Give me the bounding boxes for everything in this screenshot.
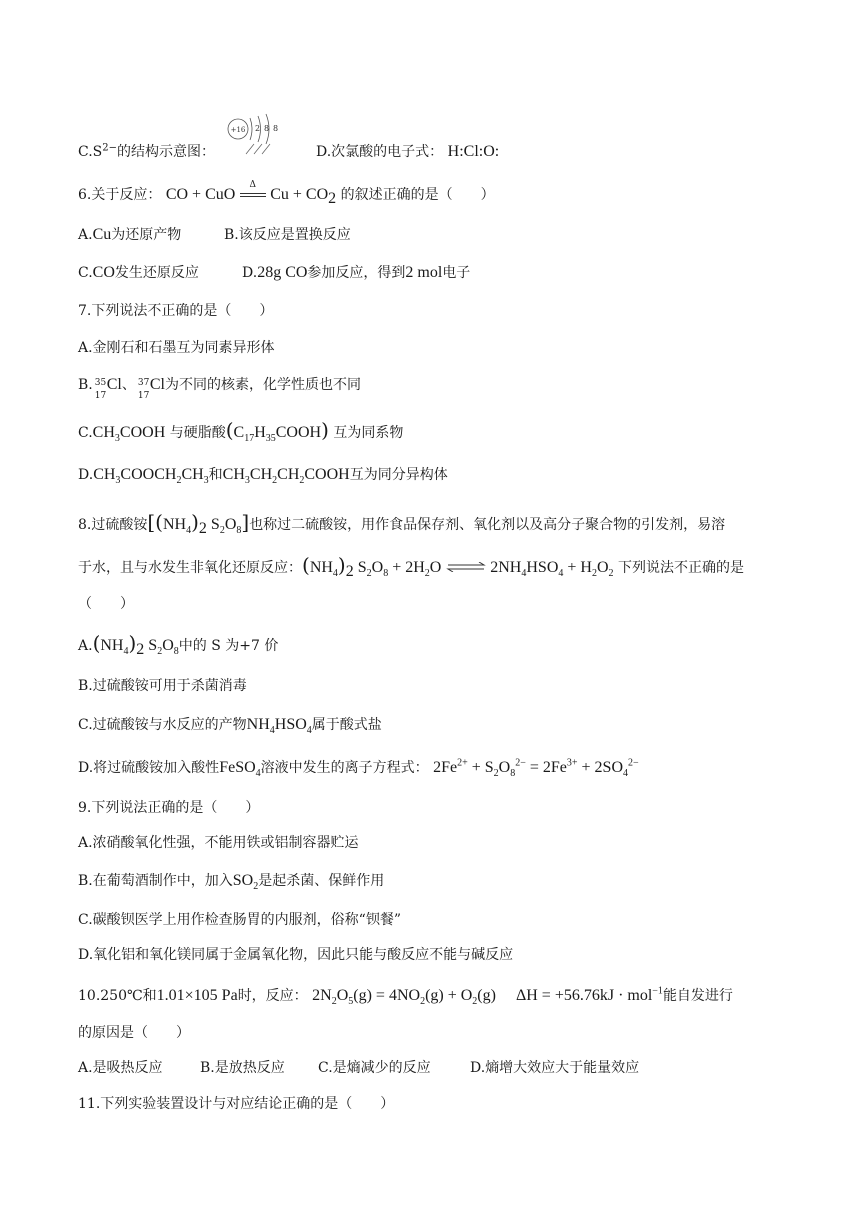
q8-stem-line-1: 8.过硫酸铵[$(NH_4)_2$ $S_2O_8$]也称过二硫酸铵，用作食品保存剂、氧化剂以及高分子聚合物的引发剂，易溶 — [78, 510, 726, 537]
q11-stem: 11.下列实验装置设计与对应结论正确的是（ ） — [78, 1096, 395, 1112]
q7-option-b: B. 35 17 Cl、 37 17 Cl为不同的核素，化学性质也不同 — [78, 376, 361, 401]
q7-option-d: $D.CH_3COOCH_2CH_3$和$CH_3CH_2CH_2COOH$互为同分异构体 — [78, 466, 448, 487]
q6-stem: 6.关于反应： CO + CuO Δ $Cu + CO_2$ 的叙述正确的是（ ） — [78, 185, 495, 205]
shell-3-count: 8 — [273, 124, 279, 133]
q10-stem: 10.250℃和1.01×105 Pa时，反应： $2N_2O_5(g) = 4NO_2(g) + O_2(g)$ ΔH = +56.76kJ · mol$^{-1}$能自发进行 — [78, 985, 733, 1008]
q9-option-c: C.碳酸钡医学上用作检查肠胃的内服剂，俗称“钡餐” — [78, 912, 401, 928]
q8-option-d: D.将过硫酸铵加入酸性FeSO$_4$溶液中发生的离子方程式： $2Fe^{2+} + S_2O_8^{2-} = 2Fe^{3+} + 2SO_4^{2-}$ — [78, 757, 639, 780]
q8-option-b: B.过硫酸铵可用于杀菌消毒 — [78, 678, 247, 694]
q10-stem-line-2: 的原因是（ ） — [78, 1025, 190, 1041]
q9-option-b: B.在葡萄酒制作中，加入$SO_2$是起杀菌、保鲜作用 — [78, 872, 385, 893]
q6-option-c: C.CO发生还原反应 — [78, 264, 199, 281]
q9-option-d: D.氧化铝和氧化镁同属于金属氧化物，因此只能与酸反应不能与碱反应 — [78, 947, 514, 963]
q6-option-a: A.Cu为还原产物 — [78, 226, 182, 243]
hypochlorous-acid-electron-formula: H:Cl:O: — [447, 143, 500, 160]
q9-stem: 9.下列说法正确的是（ ） — [78, 800, 260, 816]
q6-option-d: D.28g CO参加反应，得到2 mol电子 — [242, 264, 471, 281]
q5-option-d: D.次氯酸的电子式： H:Cl:O: — [316, 143, 500, 160]
q8-option-c: C.过硫酸铵与水反应的产物$NH_4HSO_4$属于酸式盐 — [78, 716, 382, 737]
q7-option-c: $C.CH_3COOH$ 与硬脂酸$(C_{17}H_{35}COOH)$ 互为同系物 — [78, 418, 404, 445]
q10-option-a: A.是吸热反应 — [78, 1060, 163, 1076]
q10-option-d: D.熵增大效应大于能量效应 — [470, 1060, 640, 1076]
q7-option-a: A.金刚石和石墨互为同素异形体 — [78, 340, 275, 356]
q10-option-c: C.是熵减少的反应 — [318, 1060, 431, 1076]
q8-stem-line-3: （ ） — [78, 596, 134, 612]
heat-condition: Δ — [249, 180, 256, 190]
q7-stem: 7.下列说法不正确的是（ ） — [78, 303, 274, 319]
q8-stem-line-2: 于水，且与水发生非氧化还原反应：$(NH_4)_2$ $S_2O_8 + 2H_2O$ $2NH_4HSO_4 + H_2O_2$ 下列说法不正确的是 — [78, 553, 744, 580]
q10-option-b: B.是放热反应 — [200, 1060, 285, 1076]
reversible-arrow — [446, 558, 486, 578]
shell-1-count: 2 — [255, 124, 261, 133]
q8-option-a: $A.(NH_4)_2$ $S_2O_8$中的 S 为+7 价 — [78, 631, 279, 658]
q6-option-b: B.该反应是置换反应 — [224, 227, 351, 243]
q5-option-c: $C.S^{2-}$的结构示意图： — [78, 142, 216, 160]
nucleus-label: +16 — [230, 126, 246, 134]
q9-option-a: A.浓硝酸氧化性强，不能用铁或铝制容器贮运 — [78, 835, 359, 851]
shell-2-count: 8 — [264, 124, 270, 133]
sulfide-atomic-structure-diagram — [226, 112, 286, 162]
